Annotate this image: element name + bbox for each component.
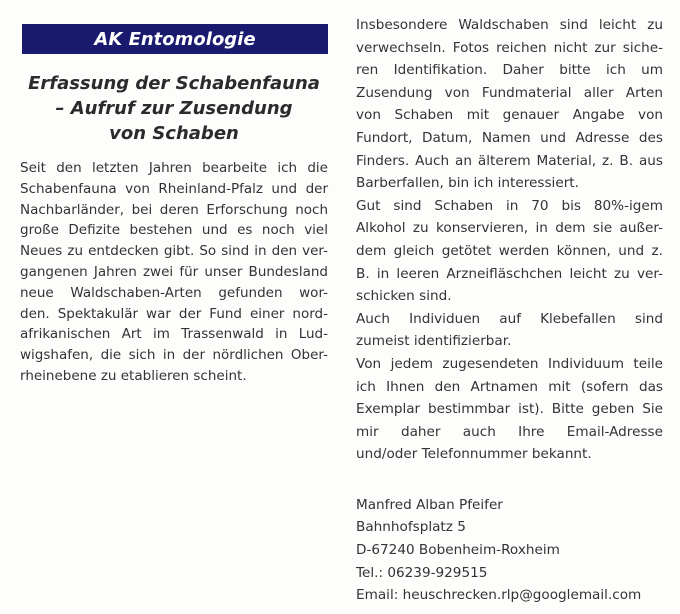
text-line: verwechseln. Fotos reichen nicht zur siche- <box>356 39 663 56</box>
text-line: Nachbarländer, bei deren Erforschung noch <box>20 201 328 218</box>
article-title <box>20 71 328 146</box>
text-line: rheinebene zu etablieren scheint. <box>20 367 247 384</box>
text-line: Finders. Auch an älterem Material, z. B. aus <box>356 152 663 169</box>
text-line: Zusendung von Fundmaterial aller Arten <box>356 84 663 101</box>
text-line: Neues zu entdecken gibt. So sind in den ver- <box>20 243 328 260</box>
text-line: und/oder Telefonnummer bekannt. <box>356 446 592 463</box>
text-line: Barberfallen, bin ich interessiert. <box>356 175 579 192</box>
text-line: gangenen Jahren zwei für unser Bundesland <box>20 263 328 280</box>
text-line: von Schaben mit genauer Angabe von <box>356 107 663 124</box>
section-banner: AK Entomologie <box>22 24 328 54</box>
text-line: Seit den letzten Jahren bearbeite ich die <box>20 160 328 176</box>
text-line: ren Identifikation. Daher bitte ich um <box>356 62 663 79</box>
text-line: afrikanischen Art im Trassenwald in Lud- <box>20 326 328 343</box>
signature-block <box>356 494 663 607</box>
text-line: wigshafen, die sich in der nördlichen Ober- <box>20 347 328 364</box>
left-column <box>20 24 328 387</box>
text-line: ich Ihnen den Artnamen mit (sofern das <box>356 378 663 395</box>
text-line: Exemplar bestimmbar ist). Bitte geben Sie <box>356 401 663 418</box>
text-line: zumeist identifizierbar. <box>356 333 512 350</box>
text-line: schicken sind. <box>356 288 452 305</box>
title-line: Erfassung der Schabenfauna <box>28 73 320 94</box>
author-street: Bahnhofsplatz 5 <box>356 519 466 536</box>
text-line: Auch Individuen auf Klebefallen sind <box>356 310 663 327</box>
right-column <box>356 14 663 607</box>
text-line: dem gleich getötet werden können, und z. <box>356 242 663 259</box>
intro-paragraph <box>20 158 328 387</box>
paragraph-preservation <box>356 195 663 308</box>
text-line: neue Waldschaben-Arten gefunden wor- <box>20 284 328 301</box>
paragraph-identification <box>356 14 663 195</box>
text-line: Von jedem zugesendeten Individuum teile <box>356 355 663 372</box>
title-line: von Schaben <box>109 123 239 144</box>
paragraph-contact-request <box>356 353 663 466</box>
text-line: mir daher auch Ihre Email-Adresse <box>356 423 663 440</box>
author-email: Email: heuschrecken.rlp@googlemail.com <box>356 587 642 604</box>
paragraph-sticky-traps <box>356 308 663 353</box>
text-line: große Defizite bestehen und es noch viel <box>20 222 328 239</box>
author-phone: Tel.: 06239-929515 <box>356 564 488 581</box>
text-line: den. Spektakulär war der Fund einer nord- <box>20 305 328 322</box>
text-line: Schabenfauna von Rheinland-Pfalz und der <box>20 180 328 197</box>
text-line: Gut sind Schaben in 70 bis 80%-igem <box>356 197 663 214</box>
author-city: D-67240 Bobenheim-Roxheim <box>356 542 560 559</box>
text-line: Fundort, Datum, Namen und Adresse des <box>356 129 663 146</box>
title-line: – Aufruf zur Zusendung <box>55 98 293 119</box>
author-name: Manfred Alban Pfeifer <box>356 496 503 513</box>
text-line: Alkohol zu konservieren, in dem sie außer- <box>356 220 663 237</box>
text-line: Insbesondere Waldschaben sind leicht zu <box>356 17 663 33</box>
text-line: B. in leeren Arzneifläschchen leicht zu ver- <box>356 265 663 282</box>
